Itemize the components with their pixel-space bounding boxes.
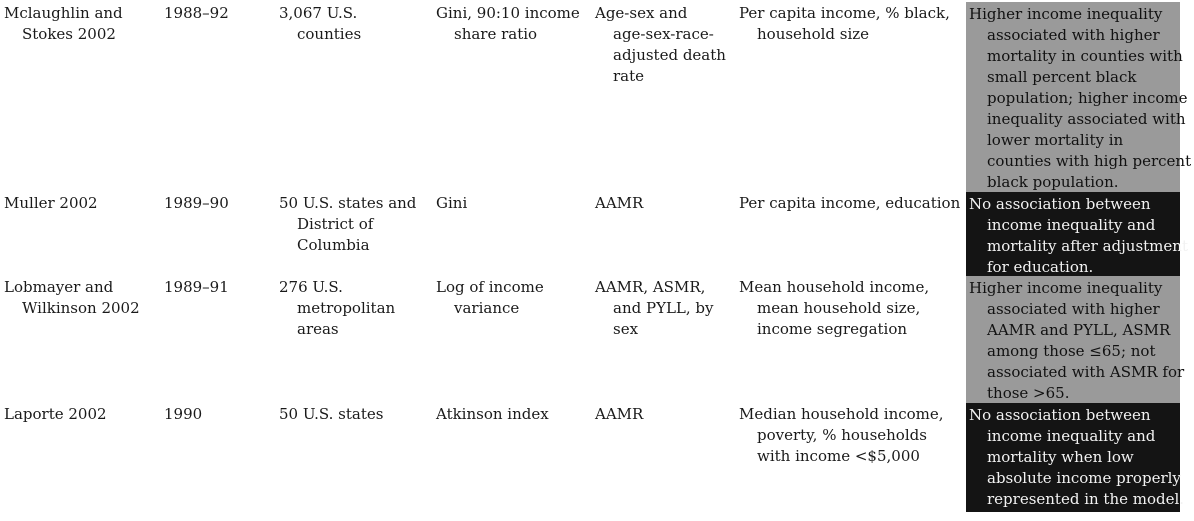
finding-line: black population. xyxy=(987,173,1119,191)
sample-cell xyxy=(279,3,361,45)
finding-line: small percent black xyxy=(987,68,1137,86)
study-cell xyxy=(4,193,98,214)
controls-cell xyxy=(739,277,929,340)
finding-line: mortality after adjustment xyxy=(987,237,1188,255)
finding-cell xyxy=(966,276,1185,406)
cell-line: AAMR xyxy=(595,194,644,212)
sample-cell xyxy=(279,193,416,256)
finding-line: inequality associated with xyxy=(987,110,1186,128)
table-row xyxy=(0,0,1194,190)
cell-line: Gini, 90:10 income xyxy=(436,4,580,22)
cell-line: poverty, % households xyxy=(757,426,927,444)
finding-line: lower mortality in xyxy=(987,131,1124,149)
cell-line: Gini xyxy=(436,194,468,212)
cell-line: and PYLL, by xyxy=(613,299,714,317)
cell-line: rate xyxy=(613,67,645,85)
cell-line: sex xyxy=(613,320,639,338)
years-cell xyxy=(164,277,229,298)
finding-line: counties with high percent xyxy=(987,152,1192,170)
cell-line: Laporte 2002 xyxy=(4,405,107,423)
cell-line: 1989–90 xyxy=(164,194,229,212)
finding-line: income inequality and xyxy=(987,216,1156,234)
cell-line: Median household income, xyxy=(739,405,944,423)
cell-line: Lobmayer and xyxy=(4,278,114,296)
cell-line: mean household size, xyxy=(757,299,921,317)
finding-line: mortality when low xyxy=(987,448,1134,466)
finding-line: Higher income inequality xyxy=(969,279,1163,297)
finding-cell xyxy=(966,192,1188,280)
outcome-cell xyxy=(595,404,643,425)
cell-line: Per capita income, % black, xyxy=(739,4,950,22)
inequality-measure-cell xyxy=(436,277,544,319)
outcome-cell xyxy=(595,277,714,340)
cell-line: Mclaughlin and xyxy=(4,4,123,22)
finding-line: No association between xyxy=(969,406,1151,424)
cell-line: 50 U.S. states and xyxy=(279,194,417,212)
years-cell xyxy=(164,404,202,425)
cell-line: 1989–91 xyxy=(164,278,229,296)
inequality-measure-cell xyxy=(436,404,549,425)
finding-line: among those ≤65; not xyxy=(987,342,1156,360)
cell-line: Atkinson index xyxy=(436,405,549,423)
cell-line: 1990 xyxy=(164,405,203,423)
cell-line: 50 U.S. states xyxy=(279,405,384,423)
table-row xyxy=(0,190,1194,274)
cell-line: Muller 2002 xyxy=(4,194,98,212)
study-cell xyxy=(4,404,107,425)
table-row xyxy=(0,274,1194,401)
inequality-measure-cell xyxy=(436,193,467,214)
cell-line: counties xyxy=(297,25,362,43)
cell-line: Wilkinson 2002 xyxy=(22,299,140,317)
years-cell xyxy=(164,3,229,24)
finding-line: for education. xyxy=(987,258,1094,276)
table-row xyxy=(0,401,1194,521)
cell-line: District of xyxy=(297,215,374,233)
study-cell xyxy=(4,277,140,319)
finding-line: AAMR and PYLL, ASMR xyxy=(987,321,1171,339)
cell-line: adjusted death xyxy=(613,46,726,64)
finding-line: associated with higher xyxy=(987,26,1160,44)
finding-line: absolute income properly xyxy=(987,469,1181,487)
cell-line: AAMR, ASMR, xyxy=(595,278,706,296)
finding-line: mortality in counties with xyxy=(987,47,1183,65)
controls-cell xyxy=(739,404,944,467)
finding-line: No association between xyxy=(969,195,1151,213)
cell-line: Age-sex and xyxy=(595,4,688,22)
sample-cell xyxy=(279,404,383,425)
finding-line: those >65. xyxy=(987,384,1070,402)
cell-line: with income <$5,000 xyxy=(757,447,920,465)
finding-line: Higher income inequality xyxy=(969,5,1163,23)
cell-line: Log of income xyxy=(436,278,544,296)
cell-line: metropolitan xyxy=(297,299,396,317)
finding-line: represented in the model. xyxy=(987,490,1185,508)
finding-line: population; higher income xyxy=(987,89,1188,107)
cell-line: 1988–92 xyxy=(164,4,229,22)
cell-line: Stokes 2002 xyxy=(22,25,116,43)
cell-line: variance xyxy=(454,299,520,317)
controls-cell xyxy=(739,193,960,214)
finding-line: income inequality and xyxy=(987,427,1156,445)
years-cell xyxy=(164,193,229,214)
cell-line: Per capita income, education xyxy=(739,194,961,212)
finding-line: associated with ASMR for xyxy=(987,363,1185,381)
cell-line: AAMR xyxy=(595,405,644,423)
cell-line: income segregation xyxy=(757,320,908,338)
cell-line: share ratio xyxy=(454,25,538,43)
cell-line: Columbia xyxy=(297,236,370,254)
outcome-cell xyxy=(595,3,726,87)
finding-cell xyxy=(966,403,1185,512)
cell-line: Mean household income, xyxy=(739,278,930,296)
outcome-cell xyxy=(595,193,643,214)
cell-line: areas xyxy=(297,320,339,338)
cell-line: household size xyxy=(757,25,870,43)
study-cell xyxy=(4,3,123,45)
finding-line: associated with higher xyxy=(987,300,1160,318)
controls-cell xyxy=(739,3,950,45)
cell-line: 276 U.S. xyxy=(279,278,343,296)
cell-line: 3,067 U.S. xyxy=(279,4,358,22)
cell-line: age-sex-race- xyxy=(613,25,714,43)
sample-cell xyxy=(279,277,395,340)
finding-cell xyxy=(966,2,1192,195)
inequality-measure-cell xyxy=(436,3,580,45)
